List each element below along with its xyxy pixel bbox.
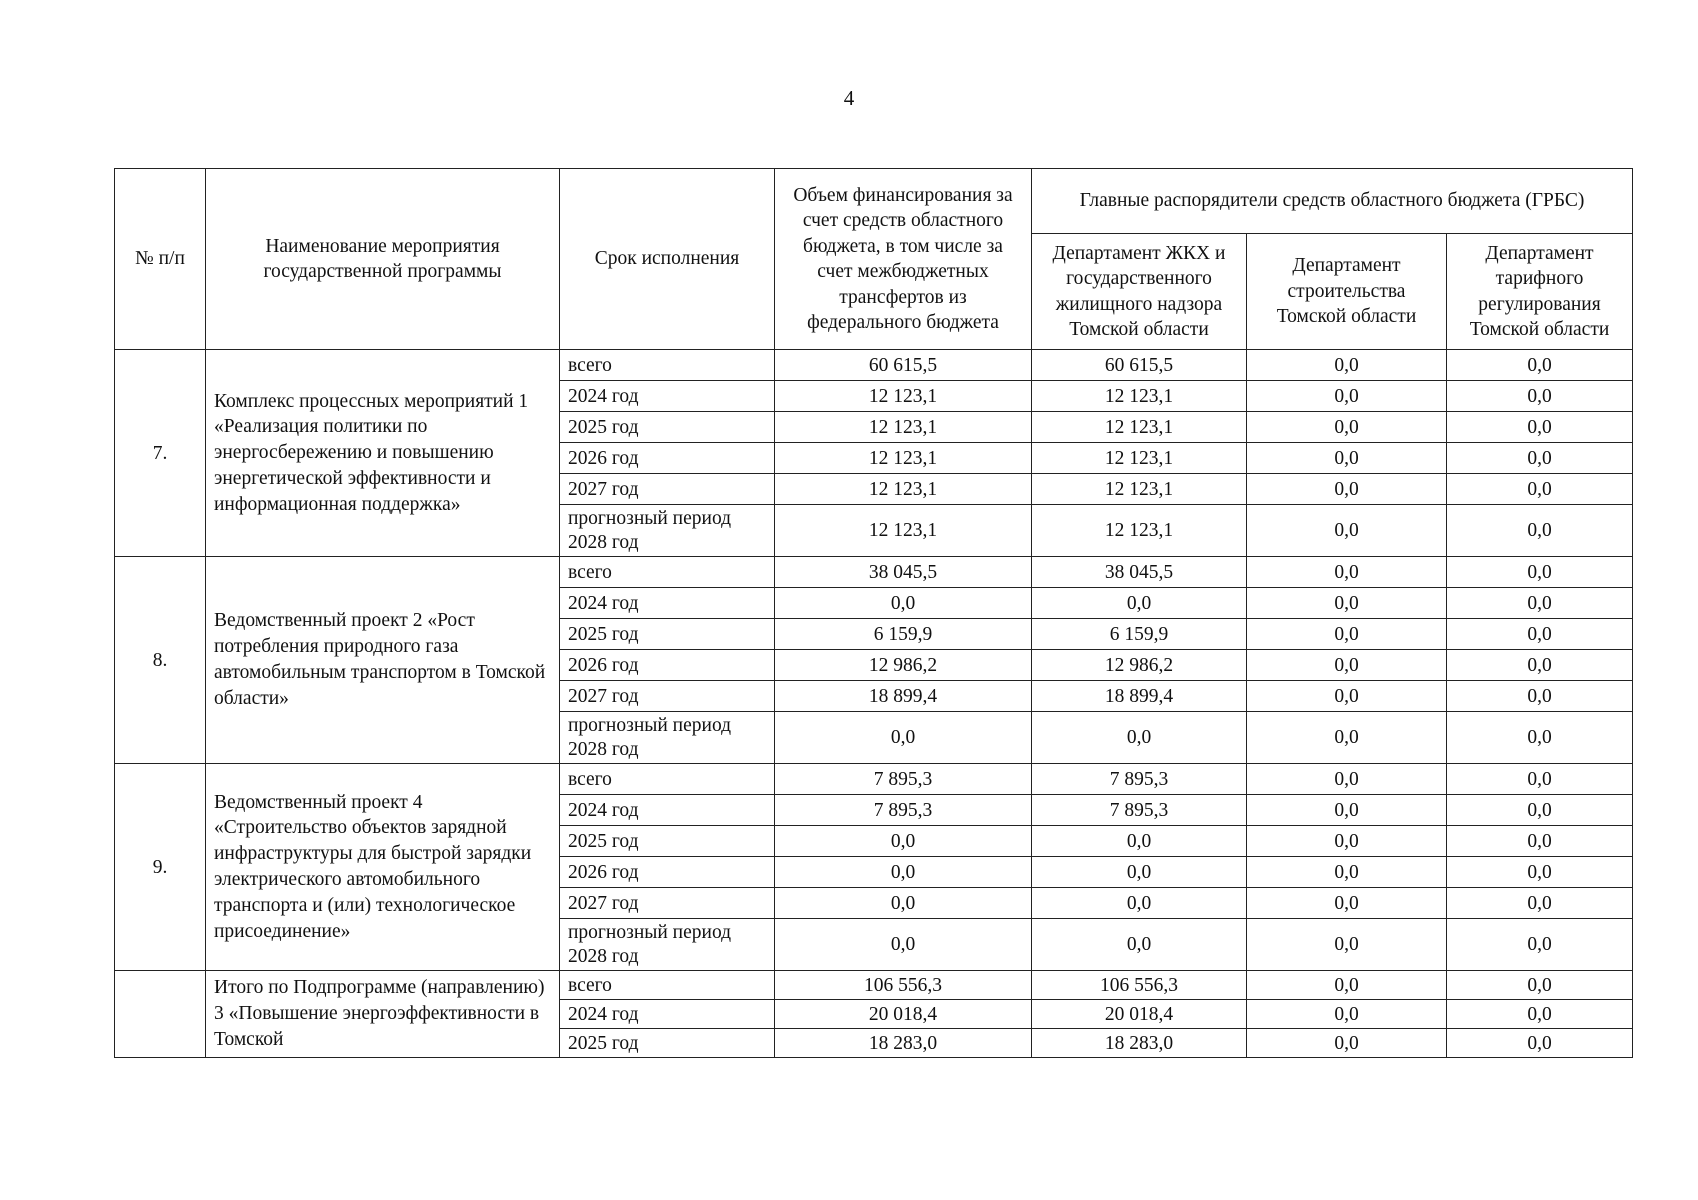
funding-cell: 0,0 (775, 712, 1032, 764)
table-row (115, 557, 1633, 588)
dept-tariff-cell: 0,0 (1447, 826, 1633, 857)
header-dept-tariff: Департамент тарифного регулирования Томской области (1447, 234, 1633, 350)
table-row (115, 971, 1633, 1000)
dept-housing-cell: 0,0 (1032, 857, 1247, 888)
dept-construction-cell: 0,0 (1247, 443, 1447, 474)
header-dept-housing: Департамент ЖКХ и государственного жилищного надзора Томской области (1032, 234, 1247, 350)
dept-tariff-cell: 0,0 (1447, 971, 1633, 1000)
period-cell: прогнозный период 2028 год (560, 919, 775, 971)
dept-construction-cell: 0,0 (1247, 619, 1447, 650)
period-cell: 2024 год (560, 381, 775, 412)
dept-housing-cell: 18 899,4 (1032, 681, 1247, 712)
table-header (115, 169, 1633, 350)
funding-cell: 60 615,5 (775, 350, 1032, 381)
dept-construction-cell: 0,0 (1247, 505, 1447, 557)
dept-construction-cell: 0,0 (1247, 381, 1447, 412)
period-cell: всего (560, 971, 775, 1000)
header-dept-construction: Департамент строительства Томской области (1247, 234, 1447, 350)
section-number: 8. (115, 557, 206, 764)
funding-cell: 0,0 (775, 588, 1032, 619)
funding-cell: 7 895,3 (775, 795, 1032, 826)
dept-tariff-cell: 0,0 (1447, 412, 1633, 443)
dept-construction-cell: 0,0 (1247, 1000, 1447, 1029)
funding-cell: 0,0 (775, 826, 1032, 857)
dept-tariff-cell: 0,0 (1447, 681, 1633, 712)
dept-housing-cell: 12 123,1 (1032, 505, 1247, 557)
section-name: Комплекс процессных мероприятий 1 «Реализация политики по энергосбережению и повышению энергетической эффективности и информационная поддержка» (206, 350, 560, 557)
period-cell: прогнозный период 2028 год (560, 505, 775, 557)
funding-cell: 12 123,1 (775, 474, 1032, 505)
period-cell: 2025 год (560, 412, 775, 443)
period-cell: 2024 год (560, 795, 775, 826)
dept-tariff-cell: 0,0 (1447, 1000, 1633, 1029)
period-cell: 2026 год (560, 443, 775, 474)
period-cell: всего (560, 764, 775, 795)
dept-tariff-cell: 0,0 (1447, 381, 1633, 412)
period-cell: всего (560, 350, 775, 381)
dept-construction-cell: 0,0 (1247, 350, 1447, 381)
dept-housing-cell: 0,0 (1032, 919, 1247, 971)
funding-cell: 18 283,0 (775, 1029, 1032, 1058)
section-name: Итого по Подпрограмме (направлению) 3 «Повышение энергоэффективности в Томской (206, 971, 560, 1058)
dept-construction-cell: 0,0 (1247, 857, 1447, 888)
funding-cell: 0,0 (775, 919, 1032, 971)
section-name: Ведомственный проект 4 «Строительство объектов зарядной инфраструктуры для быстрой зарядки электрического автомобильного транспорта и (или) технологическое присоединение» (206, 764, 560, 971)
dept-housing-cell: 12 123,1 (1032, 412, 1247, 443)
funding-cell: 0,0 (775, 888, 1032, 919)
funding-cell: 7 895,3 (775, 764, 1032, 795)
dept-tariff-cell: 0,0 (1447, 712, 1633, 764)
funding-cell: 12 123,1 (775, 443, 1032, 474)
dept-housing-cell: 38 045,5 (1032, 557, 1247, 588)
dept-housing-cell: 12 123,1 (1032, 381, 1247, 412)
funding-cell: 20 018,4 (775, 1000, 1032, 1029)
dept-construction-cell: 0,0 (1247, 919, 1447, 971)
page-number: 4 (843, 86, 855, 110)
table-row (115, 764, 1633, 795)
header-name: Наименование мероприятия государственной программы (206, 169, 560, 350)
financing-table (114, 168, 1633, 1058)
funding-cell: 12 986,2 (775, 650, 1032, 681)
dept-housing-cell: 0,0 (1032, 888, 1247, 919)
dept-tariff-cell: 0,0 (1447, 443, 1633, 474)
funding-cell: 18 899,4 (775, 681, 1032, 712)
dept-housing-cell: 18 283,0 (1032, 1029, 1247, 1058)
period-cell: 2025 год (560, 1029, 775, 1058)
dept-construction-cell: 0,0 (1247, 681, 1447, 712)
dept-tariff-cell: 0,0 (1447, 505, 1633, 557)
funding-cell: 0,0 (775, 857, 1032, 888)
dept-construction-cell: 0,0 (1247, 764, 1447, 795)
dept-construction-cell: 0,0 (1247, 795, 1447, 826)
period-cell: всего (560, 557, 775, 588)
dept-construction-cell: 0,0 (1247, 1029, 1447, 1058)
period-cell: прогнозный период 2028 год (560, 712, 775, 764)
section-number: 7. (115, 350, 206, 557)
period-cell: 2024 год (560, 588, 775, 619)
funding-cell: 38 045,5 (775, 557, 1032, 588)
dept-tariff-cell: 0,0 (1447, 1029, 1633, 1058)
dept-construction-cell: 0,0 (1247, 650, 1447, 681)
dept-tariff-cell: 0,0 (1447, 795, 1633, 826)
period-cell: 2027 год (560, 474, 775, 505)
period-cell: 2025 год (560, 826, 775, 857)
dept-tariff-cell: 0,0 (1447, 919, 1633, 971)
dept-tariff-cell: 0,0 (1447, 588, 1633, 619)
section-name: Ведомственный проект 2 «Рост потребления природного газа автомобильным транспортом в Томской области» (206, 557, 560, 764)
dept-housing-cell: 0,0 (1032, 826, 1247, 857)
header-grbs: Главные распорядители средств областного бюджета (ГРБС) (1032, 169, 1633, 234)
dept-housing-cell: 12 123,1 (1032, 474, 1247, 505)
section-number (115, 971, 206, 1058)
header-funding: Объем финансирования за счет средств областного бюджета, в том числе за счет межбюджетных трансфертов из федерального бюджета (775, 169, 1032, 350)
dept-construction-cell: 0,0 (1247, 971, 1447, 1000)
section-number: 9. (115, 764, 206, 971)
dept-housing-cell: 106 556,3 (1032, 971, 1247, 1000)
dept-housing-cell: 7 895,3 (1032, 764, 1247, 795)
dept-housing-cell: 0,0 (1032, 588, 1247, 619)
funding-cell: 12 123,1 (775, 412, 1032, 443)
funding-cell: 12 123,1 (775, 505, 1032, 557)
funding-cell: 12 123,1 (775, 381, 1032, 412)
dept-construction-cell: 0,0 (1247, 412, 1447, 443)
dept-housing-cell: 0,0 (1032, 712, 1247, 764)
funding-cell: 106 556,3 (775, 971, 1032, 1000)
dept-construction-cell: 0,0 (1247, 474, 1447, 505)
period-cell: 2025 год (560, 619, 775, 650)
dept-tariff-cell: 0,0 (1447, 650, 1633, 681)
dept-housing-cell: 12 123,1 (1032, 443, 1247, 474)
dept-tariff-cell: 0,0 (1447, 474, 1633, 505)
dept-housing-cell: 6 159,9 (1032, 619, 1247, 650)
dept-tariff-cell: 0,0 (1447, 888, 1633, 919)
dept-construction-cell: 0,0 (1247, 888, 1447, 919)
dept-housing-cell: 7 895,3 (1032, 795, 1247, 826)
dept-tariff-cell: 0,0 (1447, 619, 1633, 650)
dept-tariff-cell: 0,0 (1447, 350, 1633, 381)
period-cell: 2027 год (560, 681, 775, 712)
dept-construction-cell: 0,0 (1247, 712, 1447, 764)
dept-housing-cell: 60 615,5 (1032, 350, 1247, 381)
period-cell: 2026 год (560, 650, 775, 681)
dept-construction-cell: 0,0 (1247, 826, 1447, 857)
dept-construction-cell: 0,0 (1247, 557, 1447, 588)
dept-housing-cell: 12 986,2 (1032, 650, 1247, 681)
period-cell: 2026 год (560, 857, 775, 888)
header-period: Срок исполнения (560, 169, 775, 350)
header-num: № п/п (115, 169, 206, 350)
table-body (115, 350, 1633, 1058)
dept-tariff-cell: 0,0 (1447, 764, 1633, 795)
dept-construction-cell: 0,0 (1247, 588, 1447, 619)
table-row (115, 350, 1633, 381)
funding-cell: 6 159,9 (775, 619, 1032, 650)
dept-tariff-cell: 0,0 (1447, 557, 1633, 588)
dept-tariff-cell: 0,0 (1447, 857, 1633, 888)
dept-housing-cell: 20 018,4 (1032, 1000, 1247, 1029)
period-cell: 2027 год (560, 888, 775, 919)
period-cell: 2024 год (560, 1000, 775, 1029)
